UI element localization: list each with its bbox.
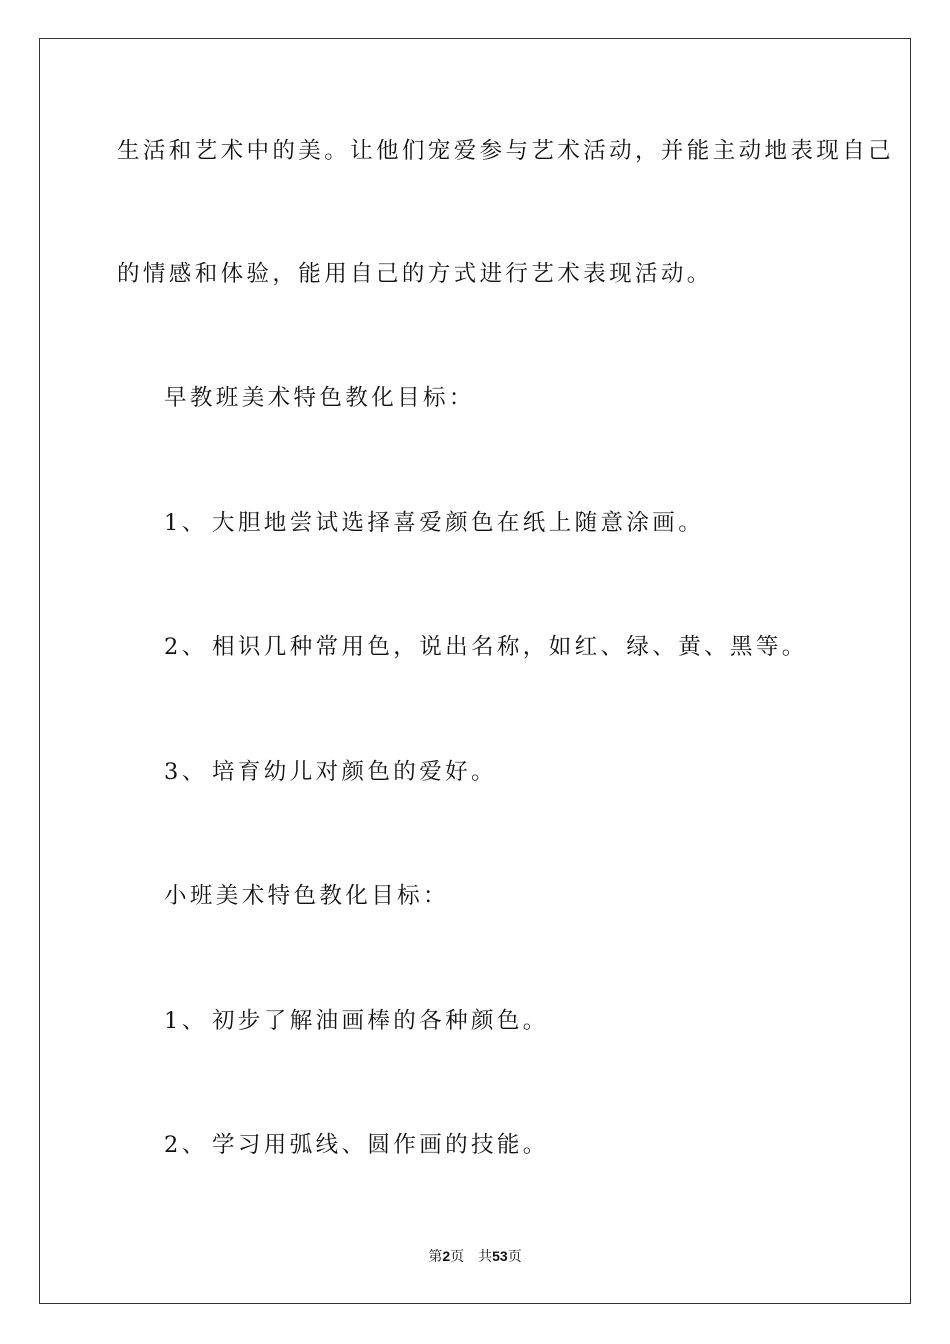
footer-total-prefix: 共 xyxy=(478,1249,493,1265)
footer-page-suffix: 页 xyxy=(450,1249,465,1265)
list-item xyxy=(164,757,497,787)
paragraph-line-1: 生活和艺术中的美。让他们宠爱参与艺术活动，并能主动地表现自己 xyxy=(117,138,895,164)
list-item xyxy=(164,1130,549,1160)
footer-total-pages: 53 xyxy=(492,1248,508,1264)
footer-total-suffix: 页 xyxy=(507,1249,522,1265)
list-item-number: 1、 xyxy=(164,510,208,536)
heading-early-class-goals: 早教班美术特色教化目标： xyxy=(164,385,475,411)
paragraph-line-2: 的情感和体验，能用自己的方式进行艺术表现活动。 xyxy=(117,261,713,287)
list-item-text: 大胆地尝试选择喜爱颜色在纸上随意涂画。 xyxy=(212,510,705,536)
list-item xyxy=(164,508,704,538)
list-item-number: 2、 xyxy=(164,1132,208,1158)
list-item-text: 培育幼儿对颜色的爱好。 xyxy=(212,759,497,785)
list-item-number: 1、 xyxy=(164,1008,208,1034)
footer-page-prefix: 第 xyxy=(428,1249,443,1265)
page-border xyxy=(39,38,911,1304)
list-item xyxy=(164,1006,549,1036)
list-item-text: 相识几种常用色，说出名称，如红、绿、黄、黑等。 xyxy=(212,634,808,660)
list-item-text: 初步了解油画棒的各种颜色。 xyxy=(212,1008,549,1034)
list-item-text: 学习用弧线、圆作画的技能。 xyxy=(212,1132,549,1158)
footer-page-number: 2 xyxy=(442,1248,451,1264)
page-footer xyxy=(0,1246,950,1267)
list-item xyxy=(164,632,808,662)
list-item-number: 2、 xyxy=(164,634,208,660)
list-item-number: 3、 xyxy=(164,759,208,785)
heading-small-class-goals: 小班美术特色教化目标： xyxy=(164,883,449,909)
